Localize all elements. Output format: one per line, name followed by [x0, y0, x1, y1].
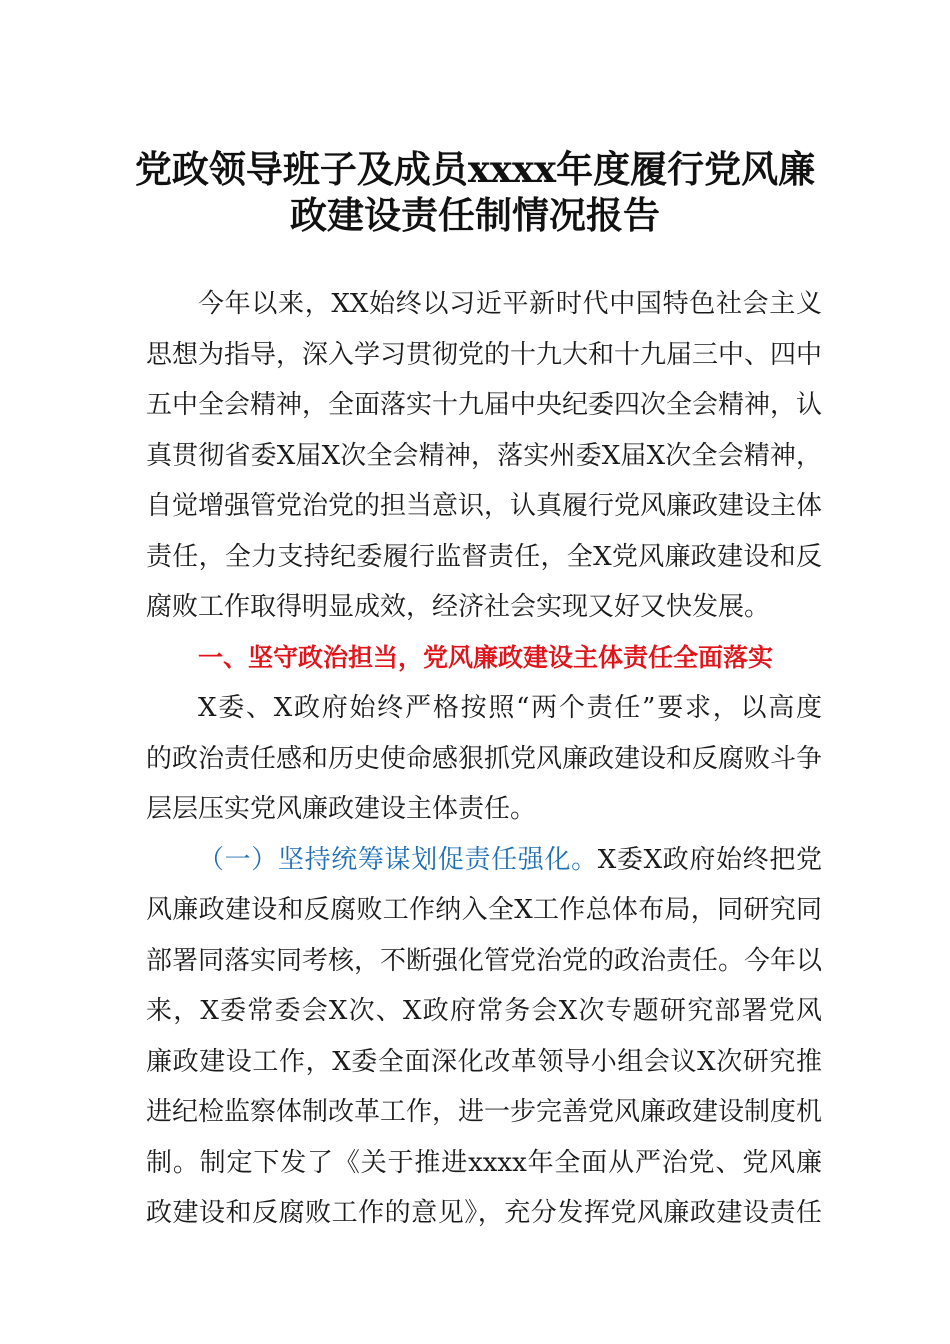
- subsection-1-first-line: [146, 835, 822, 886]
- subsection-1-line-2: 风廉政建设和反腐败工作纳入全X工作总体布局，同研究同: [146, 895, 822, 925]
- subsection-1-line-3: 部署同落实同考核，不断强化管党治党的政治责任。今年以: [146, 945, 823, 976]
- subsection-1-heading: （一）坚持统筹谋划促责任强化。: [198, 844, 598, 875]
- section-1-line-1: X委、X政府始终严格按照“两个责任”要求，以高度: [198, 693, 822, 723]
- section-1-heading: 一、坚守政治担当，党风廉政建设主体责任全面落实: [198, 642, 774, 672]
- subsection-1-line-8: 政建设和反腐败工作的意见》，充分发挥党风廉政建设责任: [146, 1198, 822, 1228]
- intro-line-5: 自觉增强管党治党的担当意识，认真履行党风廉政建设主体: [146, 491, 823, 521]
- document-body: [146, 279, 822, 1239]
- intro-line-6: 责任，全力支持纪委履行监督责任，全X党风廉政建设和反: [146, 541, 822, 572]
- intro-line-2: 思想为指导，深入学习贯彻党的十九大和十九届三中、四中: [146, 339, 823, 370]
- title-line-2: 政建设责任制情况报告: [290, 193, 660, 237]
- intro-line-4: 真贯彻省委X届X次全会精神，落实州委X届X次全会精神，: [146, 440, 822, 471]
- section-1-line-3: 层层压实党风廉政建设主体责任。: [146, 794, 537, 824]
- intro-line-3: 五中全会精神，全面落实十九届中央纪委四次全会精神，认: [146, 390, 823, 420]
- subsection-1-line-6: 进纪检监察体制改革工作，进一步完善党风廉政建设制度机: [146, 1097, 823, 1127]
- title-line-1: 党政领导班子及成员xxxx年度履行党风廉: [134, 147, 816, 191]
- subsection-1-line-4: 来，X委常委会X次、X政府常务会X次专题研究部署党风: [146, 996, 822, 1026]
- intro-line-1: 今年以来，XX始终以习近平新时代中国特色社会主义: [198, 289, 822, 319]
- subsection-1-line-7: 制。制定下发了《关于推进xxxx年全面从严治党、党风廉: [146, 1147, 822, 1178]
- section-1-line-2: 的政治责任感和历史使命感狠抓党风廉政建设和反腐败斗争: [146, 743, 823, 774]
- document-title: [100, 146, 850, 238]
- subsection-1-first-line-text: X委X政府始终把党: [597, 844, 822, 875]
- intro-line-7: 腐败工作取得明显成效，经济社会实现又好又快发展。: [146, 592, 771, 622]
- subsection-1-line-5: 廉政建设工作，X委全面深化改革领导小组会议X次研究推: [146, 1046, 822, 1077]
